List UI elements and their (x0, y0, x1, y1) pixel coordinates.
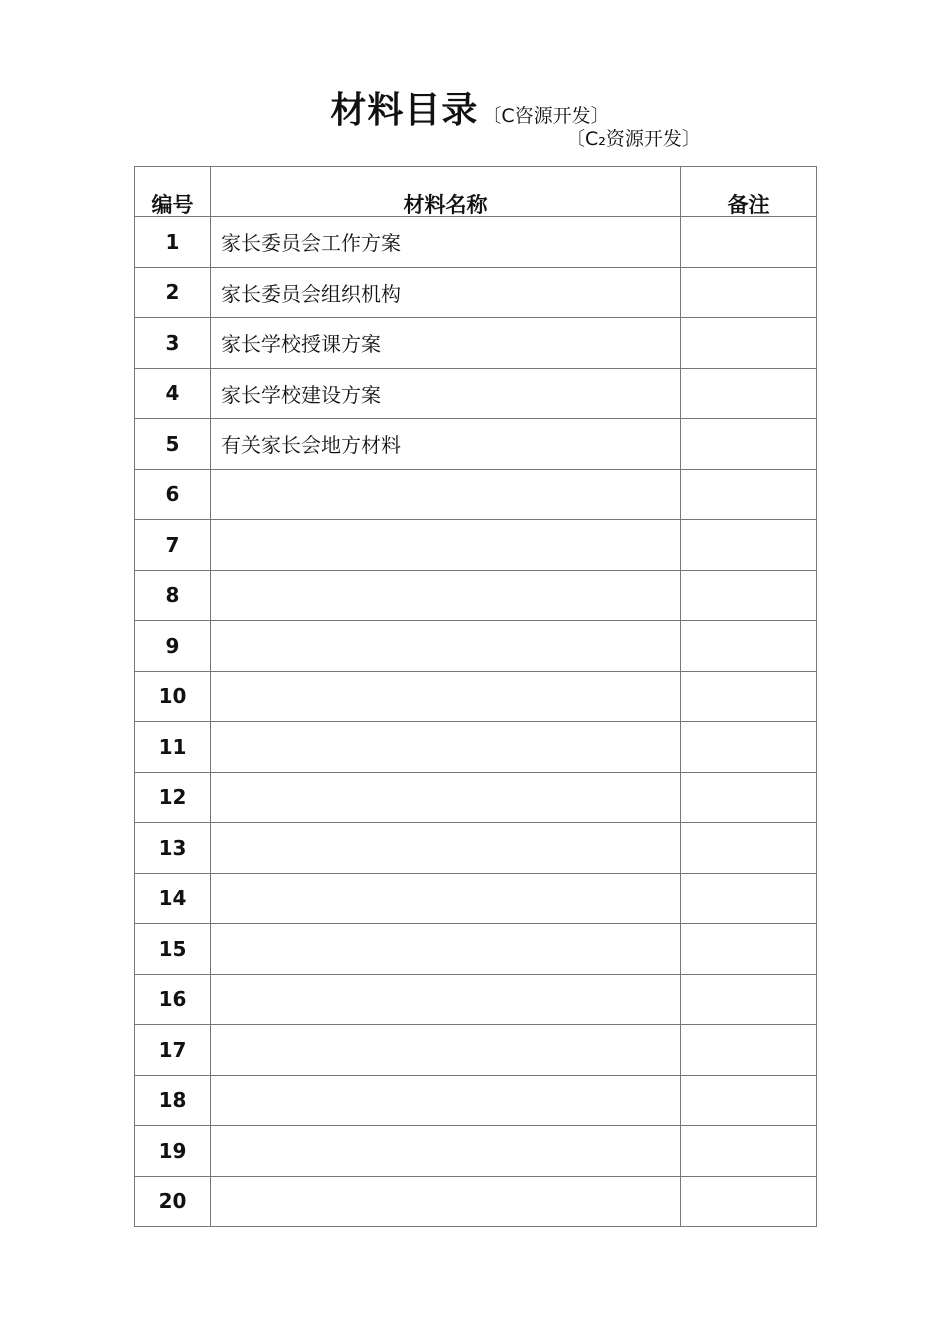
row-note (681, 318, 817, 369)
row-material-name: 家长学校建设方案 (211, 368, 681, 419)
row-material-name (211, 924, 681, 975)
table-row (135, 217, 817, 268)
table-row (135, 469, 817, 520)
table-row (135, 318, 817, 369)
row-number: 6 (135, 469, 211, 520)
row-material-name (211, 1025, 681, 1076)
title-main: 材料目录 (330, 90, 479, 131)
row-number: 13 (135, 823, 211, 874)
row-material-name (211, 823, 681, 874)
row-material-name (211, 570, 681, 621)
row-material-name (211, 974, 681, 1025)
row-number: 16 (135, 974, 211, 1025)
row-material-name (211, 1075, 681, 1126)
table-row (135, 570, 817, 621)
row-note (681, 873, 817, 924)
header-material-name: 材料名称 (211, 167, 681, 217)
table-row (135, 368, 817, 419)
row-number: 14 (135, 873, 211, 924)
row-material-name (211, 621, 681, 672)
table-row (135, 924, 817, 975)
row-note (681, 974, 817, 1025)
row-material-name (211, 469, 681, 520)
row-note (681, 823, 817, 874)
table-row (135, 419, 817, 470)
table-row (135, 873, 817, 924)
table-row (135, 520, 817, 571)
title-sub: 〔C咨源开发〕 (482, 105, 610, 127)
row-number: 18 (135, 1075, 211, 1126)
header-number: 编号 (135, 167, 211, 217)
row-number: 2 (135, 267, 211, 318)
table-row (135, 772, 817, 823)
table-row (135, 974, 817, 1025)
row-material-name (211, 671, 681, 722)
table-row (135, 1176, 817, 1227)
table-row (135, 1025, 817, 1076)
row-note (681, 368, 817, 419)
table-row (135, 823, 817, 874)
table-row (135, 1126, 817, 1177)
table-row (135, 671, 817, 722)
row-material-name (211, 520, 681, 571)
row-material-name: 家长学校授课方案 (211, 318, 681, 369)
title-sub-secondary: 〔C₂资源开发〕 (566, 128, 701, 150)
row-note (681, 924, 817, 975)
row-material-name (211, 772, 681, 823)
row-number: 11 (135, 722, 211, 773)
table-row (135, 1075, 817, 1126)
row-note (681, 419, 817, 470)
row-number: 10 (135, 671, 211, 722)
table-row (135, 621, 817, 672)
row-number: 17 (135, 1025, 211, 1076)
row-material-name (211, 722, 681, 773)
table-header-row (135, 167, 817, 217)
row-note (681, 621, 817, 672)
row-note (681, 1126, 817, 1177)
row-note (681, 1176, 817, 1227)
row-material-name (211, 1176, 681, 1227)
row-number: 15 (135, 924, 211, 975)
row-number: 4 (135, 368, 211, 419)
materials-table (134, 166, 817, 1227)
row-note (681, 217, 817, 268)
row-material-name: 家长委员会工作方案 (211, 217, 681, 268)
row-note (681, 520, 817, 571)
row-note (681, 1025, 817, 1076)
row-number: 5 (135, 419, 211, 470)
header-notes: 备注 (681, 167, 817, 217)
row-material-name (211, 1126, 681, 1177)
table-row (135, 722, 817, 773)
row-number: 20 (135, 1176, 211, 1227)
row-note (681, 469, 817, 520)
row-material-name: 有关家长会地方材料 (211, 419, 681, 470)
row-number: 19 (135, 1126, 211, 1177)
row-note (681, 772, 817, 823)
row-note (681, 671, 817, 722)
row-material-name: 家长委员会组织机构 (211, 267, 681, 318)
row-number: 1 (135, 217, 211, 268)
row-number: 7 (135, 520, 211, 571)
page-title (0, 82, 950, 133)
row-note (681, 267, 817, 318)
row-note (681, 1075, 817, 1126)
table-row (135, 267, 817, 318)
row-number: 12 (135, 772, 211, 823)
row-material-name (211, 873, 681, 924)
row-number: 9 (135, 621, 211, 672)
row-note (681, 570, 817, 621)
row-number: 8 (135, 570, 211, 621)
row-note (681, 722, 817, 773)
row-number: 3 (135, 318, 211, 369)
